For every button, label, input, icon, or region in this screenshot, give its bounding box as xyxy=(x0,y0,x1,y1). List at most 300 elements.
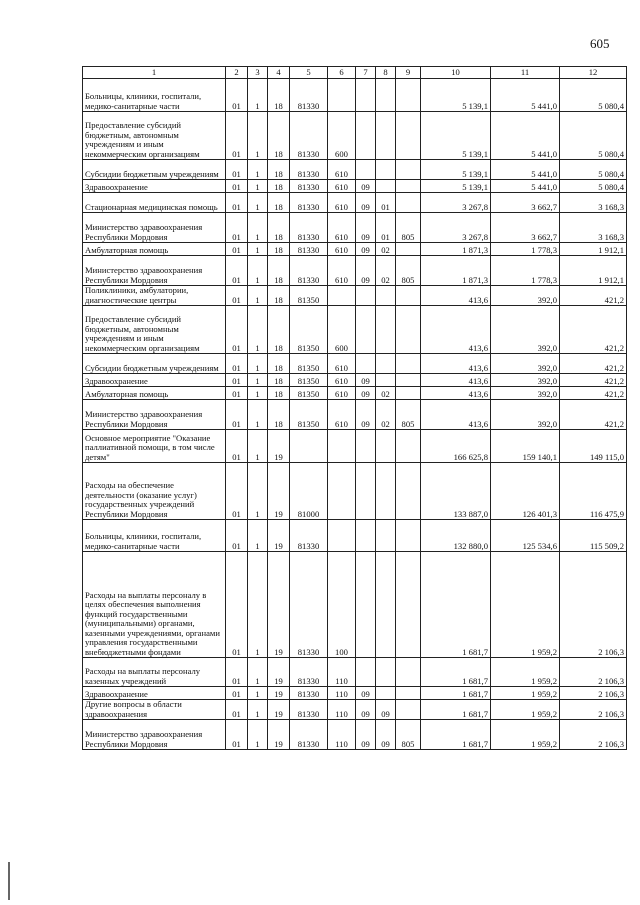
code-cell-9: 805 xyxy=(396,213,421,243)
column-header-7: 7 xyxy=(356,67,376,79)
amount-cell-10: 5 139,1 xyxy=(421,79,491,112)
table-row xyxy=(83,700,627,720)
code-cell-6: 610 xyxy=(328,160,356,180)
code-cell-8: 09 xyxy=(376,720,396,750)
amount-cell-11: 1 959,2 xyxy=(491,687,560,700)
table-row xyxy=(83,256,627,286)
code-cell-7 xyxy=(356,160,376,180)
code-cell-7: 09 xyxy=(356,687,376,700)
amount-cell-10: 1 681,7 xyxy=(421,720,491,750)
column-header-12: 12 xyxy=(560,67,627,79)
amount-cell-12: 149 115,0 xyxy=(560,430,627,463)
code-cell-2: 01 xyxy=(226,700,248,720)
code-cell-9 xyxy=(396,463,421,520)
code-cell-7 xyxy=(356,520,376,552)
code-cell-5: 81350 xyxy=(290,354,328,374)
table-row xyxy=(83,243,627,256)
code-cell-4: 18 xyxy=(268,286,290,306)
table-row xyxy=(83,658,627,687)
column-header-8: 8 xyxy=(376,67,396,79)
amount-cell-10: 1 871,3 xyxy=(421,256,491,286)
column-header-9: 9 xyxy=(396,67,421,79)
scan-artifact xyxy=(8,862,10,900)
code-cell-3: 1 xyxy=(248,79,268,112)
code-cell-4: 18 xyxy=(268,79,290,112)
amount-cell-11: 392,0 xyxy=(491,400,560,430)
code-cell-7 xyxy=(356,430,376,463)
amount-cell-12: 421,2 xyxy=(560,400,627,430)
table-row xyxy=(83,430,627,463)
amount-cell-10: 1 681,7 xyxy=(421,700,491,720)
row-name-cell: Здравоохранение xyxy=(83,374,226,387)
code-cell-9 xyxy=(396,687,421,700)
code-cell-3: 1 xyxy=(248,687,268,700)
amount-cell-11: 5 441,0 xyxy=(491,112,560,160)
amount-cell-11: 5 441,0 xyxy=(491,160,560,180)
code-cell-2: 01 xyxy=(226,387,248,400)
amount-cell-10: 413,6 xyxy=(421,387,491,400)
amount-cell-11: 1 959,2 xyxy=(491,720,560,750)
code-cell-8 xyxy=(376,286,396,306)
code-cell-2: 01 xyxy=(226,79,248,112)
code-cell-9 xyxy=(396,354,421,374)
code-cell-4: 18 xyxy=(268,387,290,400)
code-cell-8: 02 xyxy=(376,243,396,256)
code-cell-9: 805 xyxy=(396,400,421,430)
code-cell-9: 805 xyxy=(396,256,421,286)
table-row xyxy=(83,400,627,430)
amount-cell-12: 3 168,3 xyxy=(560,213,627,243)
amount-cell-11: 392,0 xyxy=(491,286,560,306)
code-cell-4: 18 xyxy=(268,180,290,193)
code-cell-7: 09 xyxy=(356,700,376,720)
column-header-10: 10 xyxy=(421,67,491,79)
budget-table xyxy=(82,66,627,750)
column-header-1: 1 xyxy=(83,67,226,79)
code-cell-3: 1 xyxy=(248,306,268,354)
code-cell-7 xyxy=(356,79,376,112)
amount-cell-10: 3 267,8 xyxy=(421,213,491,243)
amount-cell-12: 421,2 xyxy=(560,374,627,387)
code-cell-3: 1 xyxy=(248,286,268,306)
code-cell-6 xyxy=(328,520,356,552)
code-cell-2: 01 xyxy=(226,193,248,213)
code-cell-3: 1 xyxy=(248,243,268,256)
code-cell-4: 18 xyxy=(268,213,290,243)
amount-cell-11: 1 778,3 xyxy=(491,256,560,286)
code-cell-4: 18 xyxy=(268,306,290,354)
amount-cell-12: 5 080,4 xyxy=(560,180,627,193)
amount-cell-10: 1 871,3 xyxy=(421,243,491,256)
amount-cell-11: 3 662,7 xyxy=(491,193,560,213)
row-name-cell: Предоставление субсидий бюджетным, автономным учреждениям и иным некоммерческим организациям xyxy=(83,112,226,160)
column-header-4: 4 xyxy=(268,67,290,79)
code-cell-7 xyxy=(356,552,376,658)
amount-cell-11: 392,0 xyxy=(491,374,560,387)
row-name-cell: Министерство здравоохранения Республики Мордовия xyxy=(83,213,226,243)
amount-cell-11: 126 401,3 xyxy=(491,463,560,520)
code-cell-7: 09 xyxy=(356,213,376,243)
amount-cell-12: 421,2 xyxy=(560,387,627,400)
code-cell-2: 01 xyxy=(226,430,248,463)
code-cell-6: 610 xyxy=(328,387,356,400)
row-name-cell: Здравоохранение xyxy=(83,180,226,193)
code-cell-6: 610 xyxy=(328,374,356,387)
amount-cell-10: 1 681,7 xyxy=(421,687,491,700)
amount-cell-12: 2 106,3 xyxy=(560,687,627,700)
amount-cell-12: 2 106,3 xyxy=(560,552,627,658)
amount-cell-11: 1 959,2 xyxy=(491,700,560,720)
code-cell-3: 1 xyxy=(248,720,268,750)
table-row xyxy=(83,463,627,520)
table-row xyxy=(83,687,627,700)
code-cell-2: 01 xyxy=(226,286,248,306)
code-cell-8 xyxy=(376,160,396,180)
code-cell-5: 81330 xyxy=(290,79,328,112)
code-cell-6: 610 xyxy=(328,256,356,286)
code-cell-4: 18 xyxy=(268,112,290,160)
code-cell-7: 09 xyxy=(356,720,376,750)
amount-cell-12: 5 080,4 xyxy=(560,79,627,112)
code-cell-8 xyxy=(376,306,396,354)
code-cell-5: 81330 xyxy=(290,112,328,160)
code-cell-3: 1 xyxy=(248,374,268,387)
code-cell-5: 81350 xyxy=(290,400,328,430)
code-cell-2: 01 xyxy=(226,112,248,160)
code-cell-7 xyxy=(356,306,376,354)
code-cell-8: 02 xyxy=(376,387,396,400)
code-cell-7 xyxy=(356,658,376,687)
amount-cell-11: 392,0 xyxy=(491,387,560,400)
code-cell-3: 1 xyxy=(248,256,268,286)
amount-cell-12: 115 509,2 xyxy=(560,520,627,552)
code-cell-7: 09 xyxy=(356,374,376,387)
code-cell-4: 18 xyxy=(268,193,290,213)
code-cell-6 xyxy=(328,463,356,520)
row-name-cell: Амбулаторная помощь xyxy=(83,243,226,256)
row-name-cell: Расходы на выплаты персоналу казенных учреждений xyxy=(83,658,226,687)
code-cell-9 xyxy=(396,180,421,193)
amount-cell-10: 413,6 xyxy=(421,286,491,306)
code-cell-9: 805 xyxy=(396,720,421,750)
code-cell-8 xyxy=(376,430,396,463)
table-header xyxy=(83,67,627,79)
code-cell-5: 81330 xyxy=(290,552,328,658)
code-cell-6: 600 xyxy=(328,306,356,354)
code-cell-6: 610 xyxy=(328,193,356,213)
code-cell-6: 600 xyxy=(328,112,356,160)
code-cell-5: 81330 xyxy=(290,243,328,256)
amount-cell-12: 421,2 xyxy=(560,306,627,354)
row-name-cell: Предоставление субсидий бюджетным, автономным учреждениям и иным некоммерческим организациям xyxy=(83,306,226,354)
code-cell-9 xyxy=(396,700,421,720)
amount-cell-12: 1 912,1 xyxy=(560,243,627,256)
row-name-cell: Основное мероприятие "Оказание паллиативной помощи, в том числе детям" xyxy=(83,430,226,463)
code-cell-8: 01 xyxy=(376,213,396,243)
code-cell-5 xyxy=(290,430,328,463)
code-cell-9 xyxy=(396,387,421,400)
code-cell-3: 1 xyxy=(248,700,268,720)
row-name-cell: Амбулаторная помощь xyxy=(83,387,226,400)
code-cell-2: 01 xyxy=(226,658,248,687)
code-cell-4: 19 xyxy=(268,700,290,720)
code-cell-4: 18 xyxy=(268,374,290,387)
code-cell-5: 81350 xyxy=(290,286,328,306)
code-cell-5: 81330 xyxy=(290,520,328,552)
code-cell-4: 19 xyxy=(268,463,290,520)
code-cell-8: 09 xyxy=(376,700,396,720)
code-cell-2: 01 xyxy=(226,243,248,256)
amount-cell-12: 116 475,9 xyxy=(560,463,627,520)
row-name-cell: Больницы, клиники, госпитали, медико-санитарные части xyxy=(83,79,226,112)
amount-cell-12: 3 168,3 xyxy=(560,193,627,213)
code-cell-9 xyxy=(396,552,421,658)
code-cell-8: 01 xyxy=(376,193,396,213)
code-cell-5: 81330 xyxy=(290,180,328,193)
code-cell-9 xyxy=(396,243,421,256)
row-name-cell: Министерство здравоохранения Республики Мордовия xyxy=(83,400,226,430)
table-row xyxy=(83,286,627,306)
code-cell-5: 81330 xyxy=(290,160,328,180)
amount-cell-10: 5 139,1 xyxy=(421,180,491,193)
code-cell-8 xyxy=(376,520,396,552)
amount-cell-11: 392,0 xyxy=(491,354,560,374)
code-cell-3: 1 xyxy=(248,387,268,400)
amount-cell-10: 413,6 xyxy=(421,400,491,430)
code-cell-6: 100 xyxy=(328,552,356,658)
amount-cell-12: 2 106,3 xyxy=(560,720,627,750)
code-cell-3: 1 xyxy=(248,354,268,374)
amount-cell-12: 421,2 xyxy=(560,286,627,306)
table-row xyxy=(83,387,627,400)
row-name-cell: Расходы на обеспечение деятельности (оказание услуг) государственных учреждений Республики Мордовия xyxy=(83,463,226,520)
table-row xyxy=(83,79,627,112)
code-cell-7: 09 xyxy=(356,243,376,256)
code-cell-2: 01 xyxy=(226,552,248,658)
code-cell-5: 81350 xyxy=(290,387,328,400)
column-header-11: 11 xyxy=(491,67,560,79)
amount-cell-12: 5 080,4 xyxy=(560,160,627,180)
row-name-cell: Субсидии бюджетным учреждениям xyxy=(83,354,226,374)
code-cell-3: 1 xyxy=(248,400,268,430)
table-row xyxy=(83,213,627,243)
code-cell-8: 02 xyxy=(376,256,396,286)
code-cell-4: 19 xyxy=(268,658,290,687)
code-cell-8 xyxy=(376,658,396,687)
code-cell-4: 19 xyxy=(268,720,290,750)
code-cell-7 xyxy=(356,463,376,520)
code-cell-8 xyxy=(376,374,396,387)
code-cell-7: 09 xyxy=(356,193,376,213)
amount-cell-12: 1 912,1 xyxy=(560,256,627,286)
amount-cell-10: 133 887,0 xyxy=(421,463,491,520)
code-cell-8 xyxy=(376,463,396,520)
code-cell-5: 81330 xyxy=(290,687,328,700)
code-cell-6: 110 xyxy=(328,658,356,687)
amount-cell-12: 421,2 xyxy=(560,354,627,374)
code-cell-8 xyxy=(376,354,396,374)
code-cell-9 xyxy=(396,658,421,687)
code-cell-2: 01 xyxy=(226,687,248,700)
code-cell-8 xyxy=(376,180,396,193)
amount-cell-11: 3 662,7 xyxy=(491,213,560,243)
row-name-cell: Расходы на выплаты персоналу в целях обеспечения выполнения функций государственными (муниципальными) органами, казенными учреждениями, органами управления государственными внебюджетными фондами xyxy=(83,552,226,658)
table-row xyxy=(83,193,627,213)
table-row xyxy=(83,306,627,354)
code-cell-7 xyxy=(356,286,376,306)
amount-cell-11: 5 441,0 xyxy=(491,79,560,112)
code-cell-9 xyxy=(396,79,421,112)
code-cell-7 xyxy=(356,112,376,160)
row-name-cell: Стационарная медицинская помощь xyxy=(83,193,226,213)
code-cell-8 xyxy=(376,79,396,112)
column-header-2: 2 xyxy=(226,67,248,79)
code-cell-3: 1 xyxy=(248,552,268,658)
code-cell-4: 18 xyxy=(268,400,290,430)
code-cell-8 xyxy=(376,687,396,700)
code-cell-2: 01 xyxy=(226,463,248,520)
table-row xyxy=(83,180,627,193)
amount-cell-10: 413,6 xyxy=(421,374,491,387)
column-header-3: 3 xyxy=(248,67,268,79)
amount-cell-12: 2 106,3 xyxy=(560,700,627,720)
row-name-cell: Министерство здравоохранения Республики Мордовия xyxy=(83,720,226,750)
code-cell-7: 09 xyxy=(356,387,376,400)
code-cell-3: 1 xyxy=(248,213,268,243)
code-cell-3: 1 xyxy=(248,193,268,213)
code-cell-2: 01 xyxy=(226,160,248,180)
column-header-6: 6 xyxy=(328,67,356,79)
table-row xyxy=(83,552,627,658)
code-cell-4: 19 xyxy=(268,687,290,700)
code-cell-8 xyxy=(376,552,396,658)
row-name-cell: Министерство здравоохранения Республики Мордовия xyxy=(83,256,226,286)
code-cell-9 xyxy=(396,160,421,180)
code-cell-5: 81000 xyxy=(290,463,328,520)
row-name-cell: Больницы, клиники, госпитали, медико-санитарные части xyxy=(83,520,226,552)
code-cell-3: 1 xyxy=(248,463,268,520)
amount-cell-12: 5 080,4 xyxy=(560,112,627,160)
code-cell-8 xyxy=(376,112,396,160)
code-cell-2: 01 xyxy=(226,306,248,354)
table-row xyxy=(83,354,627,374)
code-cell-3: 1 xyxy=(248,180,268,193)
code-cell-3: 1 xyxy=(248,112,268,160)
code-cell-2: 01 xyxy=(226,400,248,430)
code-cell-2: 01 xyxy=(226,213,248,243)
code-cell-9 xyxy=(396,430,421,463)
code-cell-3: 1 xyxy=(248,658,268,687)
row-name-cell: Субсидии бюджетным учреждениям xyxy=(83,160,226,180)
table-row xyxy=(83,520,627,552)
amount-cell-11: 125 534,6 xyxy=(491,520,560,552)
code-cell-5: 81330 xyxy=(290,700,328,720)
code-cell-2: 01 xyxy=(226,180,248,193)
amount-cell-11: 5 441,0 xyxy=(491,180,560,193)
code-cell-9 xyxy=(396,193,421,213)
code-cell-6: 110 xyxy=(328,687,356,700)
amount-cell-10: 3 267,8 xyxy=(421,193,491,213)
code-cell-3: 1 xyxy=(248,160,268,180)
code-cell-8: 02 xyxy=(376,400,396,430)
code-cell-7: 09 xyxy=(356,400,376,430)
row-name-cell: Поликлиники, амбулатории, диагностические центры xyxy=(83,286,226,306)
code-cell-9 xyxy=(396,112,421,160)
table-row xyxy=(83,112,627,160)
amount-cell-10: 5 139,1 xyxy=(421,112,491,160)
code-cell-5: 81350 xyxy=(290,306,328,354)
code-cell-2: 01 xyxy=(226,354,248,374)
code-cell-2: 01 xyxy=(226,520,248,552)
code-cell-4: 18 xyxy=(268,256,290,286)
code-cell-5: 81330 xyxy=(290,193,328,213)
amount-cell-11: 1 778,3 xyxy=(491,243,560,256)
code-cell-4: 19 xyxy=(268,520,290,552)
code-cell-9 xyxy=(396,286,421,306)
amount-cell-10: 1 681,7 xyxy=(421,658,491,687)
code-cell-5: 81330 xyxy=(290,256,328,286)
row-name-cell: Другие вопросы в области здравоохранения xyxy=(83,700,226,720)
amount-cell-12: 2 106,3 xyxy=(560,658,627,687)
page-number: 605 xyxy=(590,36,610,51)
code-cell-4: 18 xyxy=(268,243,290,256)
code-cell-4: 18 xyxy=(268,354,290,374)
amount-cell-10: 166 625,8 xyxy=(421,430,491,463)
code-cell-5: 81350 xyxy=(290,374,328,387)
amount-cell-11: 1 959,2 xyxy=(491,658,560,687)
code-cell-5: 81330 xyxy=(290,720,328,750)
amount-cell-10: 132 880,0 xyxy=(421,520,491,552)
code-cell-9 xyxy=(396,520,421,552)
code-cell-6: 610 xyxy=(328,213,356,243)
table-row xyxy=(83,160,627,180)
code-cell-7: 09 xyxy=(356,256,376,286)
amount-cell-11: 392,0 xyxy=(491,306,560,354)
code-cell-6: 610 xyxy=(328,180,356,193)
code-cell-6 xyxy=(328,430,356,463)
code-cell-4: 19 xyxy=(268,552,290,658)
column-number-row xyxy=(83,67,627,79)
code-cell-6 xyxy=(328,286,356,306)
amount-cell-10: 1 681,7 xyxy=(421,552,491,658)
amount-cell-10: 413,6 xyxy=(421,354,491,374)
row-name-cell: Здравоохранение xyxy=(83,687,226,700)
code-cell-6: 110 xyxy=(328,700,356,720)
column-header-5: 5 xyxy=(290,67,328,79)
code-cell-4: 18 xyxy=(268,160,290,180)
code-cell-6: 610 xyxy=(328,400,356,430)
code-cell-9 xyxy=(396,306,421,354)
code-cell-5: 81330 xyxy=(290,213,328,243)
code-cell-2: 01 xyxy=(226,374,248,387)
amount-cell-11: 1 959,2 xyxy=(491,552,560,658)
table-row xyxy=(83,374,627,387)
code-cell-2: 01 xyxy=(226,720,248,750)
amount-cell-11: 159 140,1 xyxy=(491,430,560,463)
code-cell-3: 1 xyxy=(248,430,268,463)
code-cell-3: 1 xyxy=(248,520,268,552)
code-cell-7 xyxy=(356,354,376,374)
amount-cell-10: 413,6 xyxy=(421,306,491,354)
code-cell-6: 110 xyxy=(328,720,356,750)
table-body xyxy=(83,79,627,750)
code-cell-9 xyxy=(396,374,421,387)
code-cell-7: 09 xyxy=(356,180,376,193)
amount-cell-10: 5 139,1 xyxy=(421,160,491,180)
table-row xyxy=(83,720,627,750)
code-cell-4: 19 xyxy=(268,430,290,463)
code-cell-5: 81330 xyxy=(290,658,328,687)
